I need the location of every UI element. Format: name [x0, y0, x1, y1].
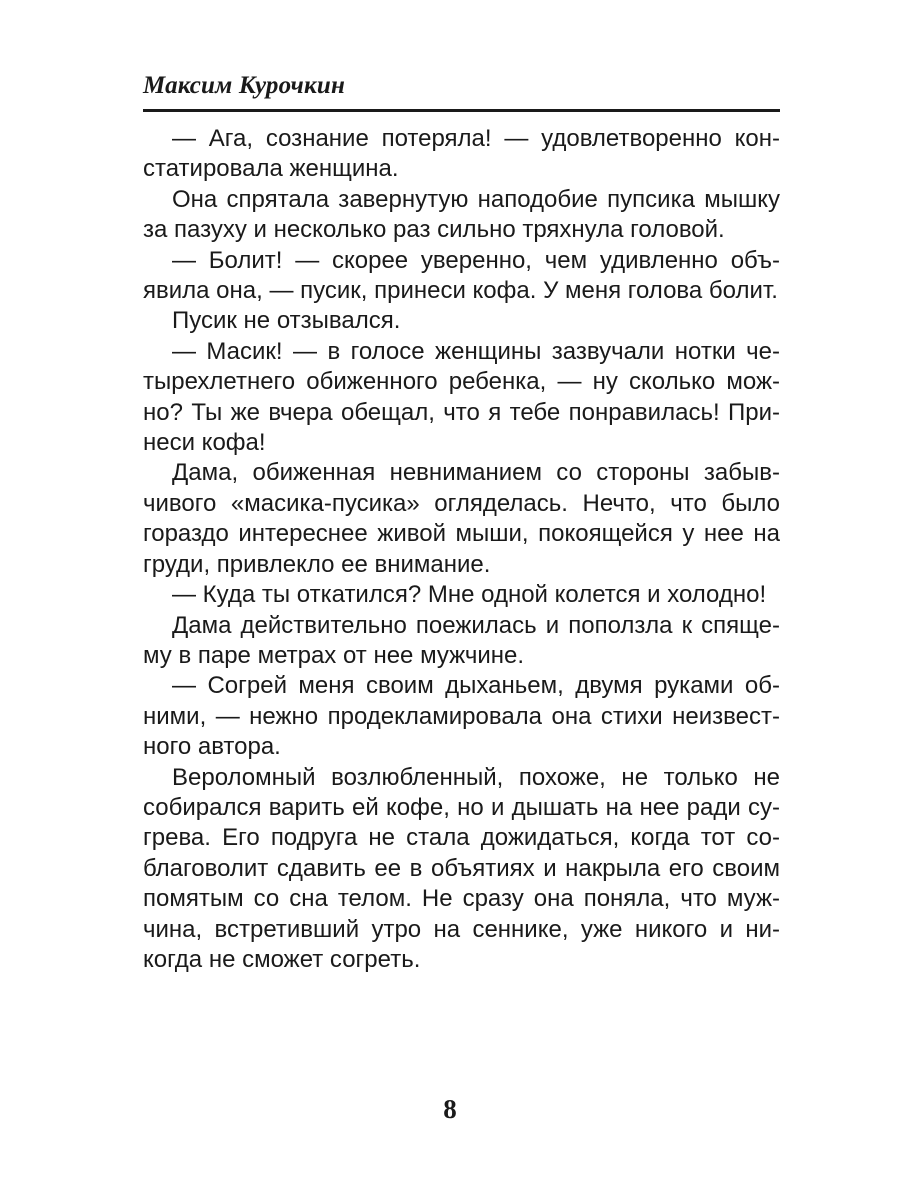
- body-text: [143, 124, 780, 975]
- running-head-author: Максим Курочкин: [143, 72, 346, 99]
- header-rule: [143, 109, 780, 112]
- paragraph-7: — Куда ты откатился? Мне одной колется и холодно!: [172, 581, 767, 609]
- paragraph-1: — Ага, сознание потеряла! — удовлетворенно констатировала женщина.: [143, 125, 780, 183]
- page-number: 8: [443, 1094, 457, 1124]
- paragraph-5: — Масик! — в голосе женщины зазвучали нотки четырехлетнего обиженного ребенка, — ну сколько можно? Ты же вчера обещал, что я тебе понравилась! Принеси кофа!: [143, 337, 780, 457]
- paragraph-2: Она спрятала завернутую наподобие пупсика мышку за пазуху и несколько раз сильно тряхнула головой.: [143, 185, 780, 244]
- paragraph-8: Дама действительно поежилась и поползла к спящему в паре метрах от нее мужчине.: [143, 611, 780, 669]
- paragraph-4: Пусик не отзывался.: [172, 307, 401, 335]
- paragraph-10: Вероломный возлюбленный, похоже, не только не собирался варить ей кофе, но и дышать на нее ради сугрева. Его подруга не стала дожидаться, когда тот соблаговолит сдавить ее в объятиях и накрыла его своим помятым со сна телом. Не сразу она поняла, что мужчина, встретивший утро на сеннике, уже никого и никогда не сможет согреть.: [143, 763, 780, 973]
- paragraph-9: — Согрей меня своим дыханьем, двумя руками обними, — нежно продекламировала она стихи неизвестного автора.: [143, 672, 780, 761]
- paragraph-3: — Болит! — скорее уверенно, чем удивленно объявила она, — пусик, принеси кофа. У меня голова болит.: [143, 246, 780, 305]
- paragraph-6: Дама, обиженная невниманием со стороны забывчивого «масика-пусика» огляделась. Нечто, что было гораздо интереснее живой мыши, покоящейся у нее на груди, привлекло ее внимание.: [143, 459, 780, 578]
